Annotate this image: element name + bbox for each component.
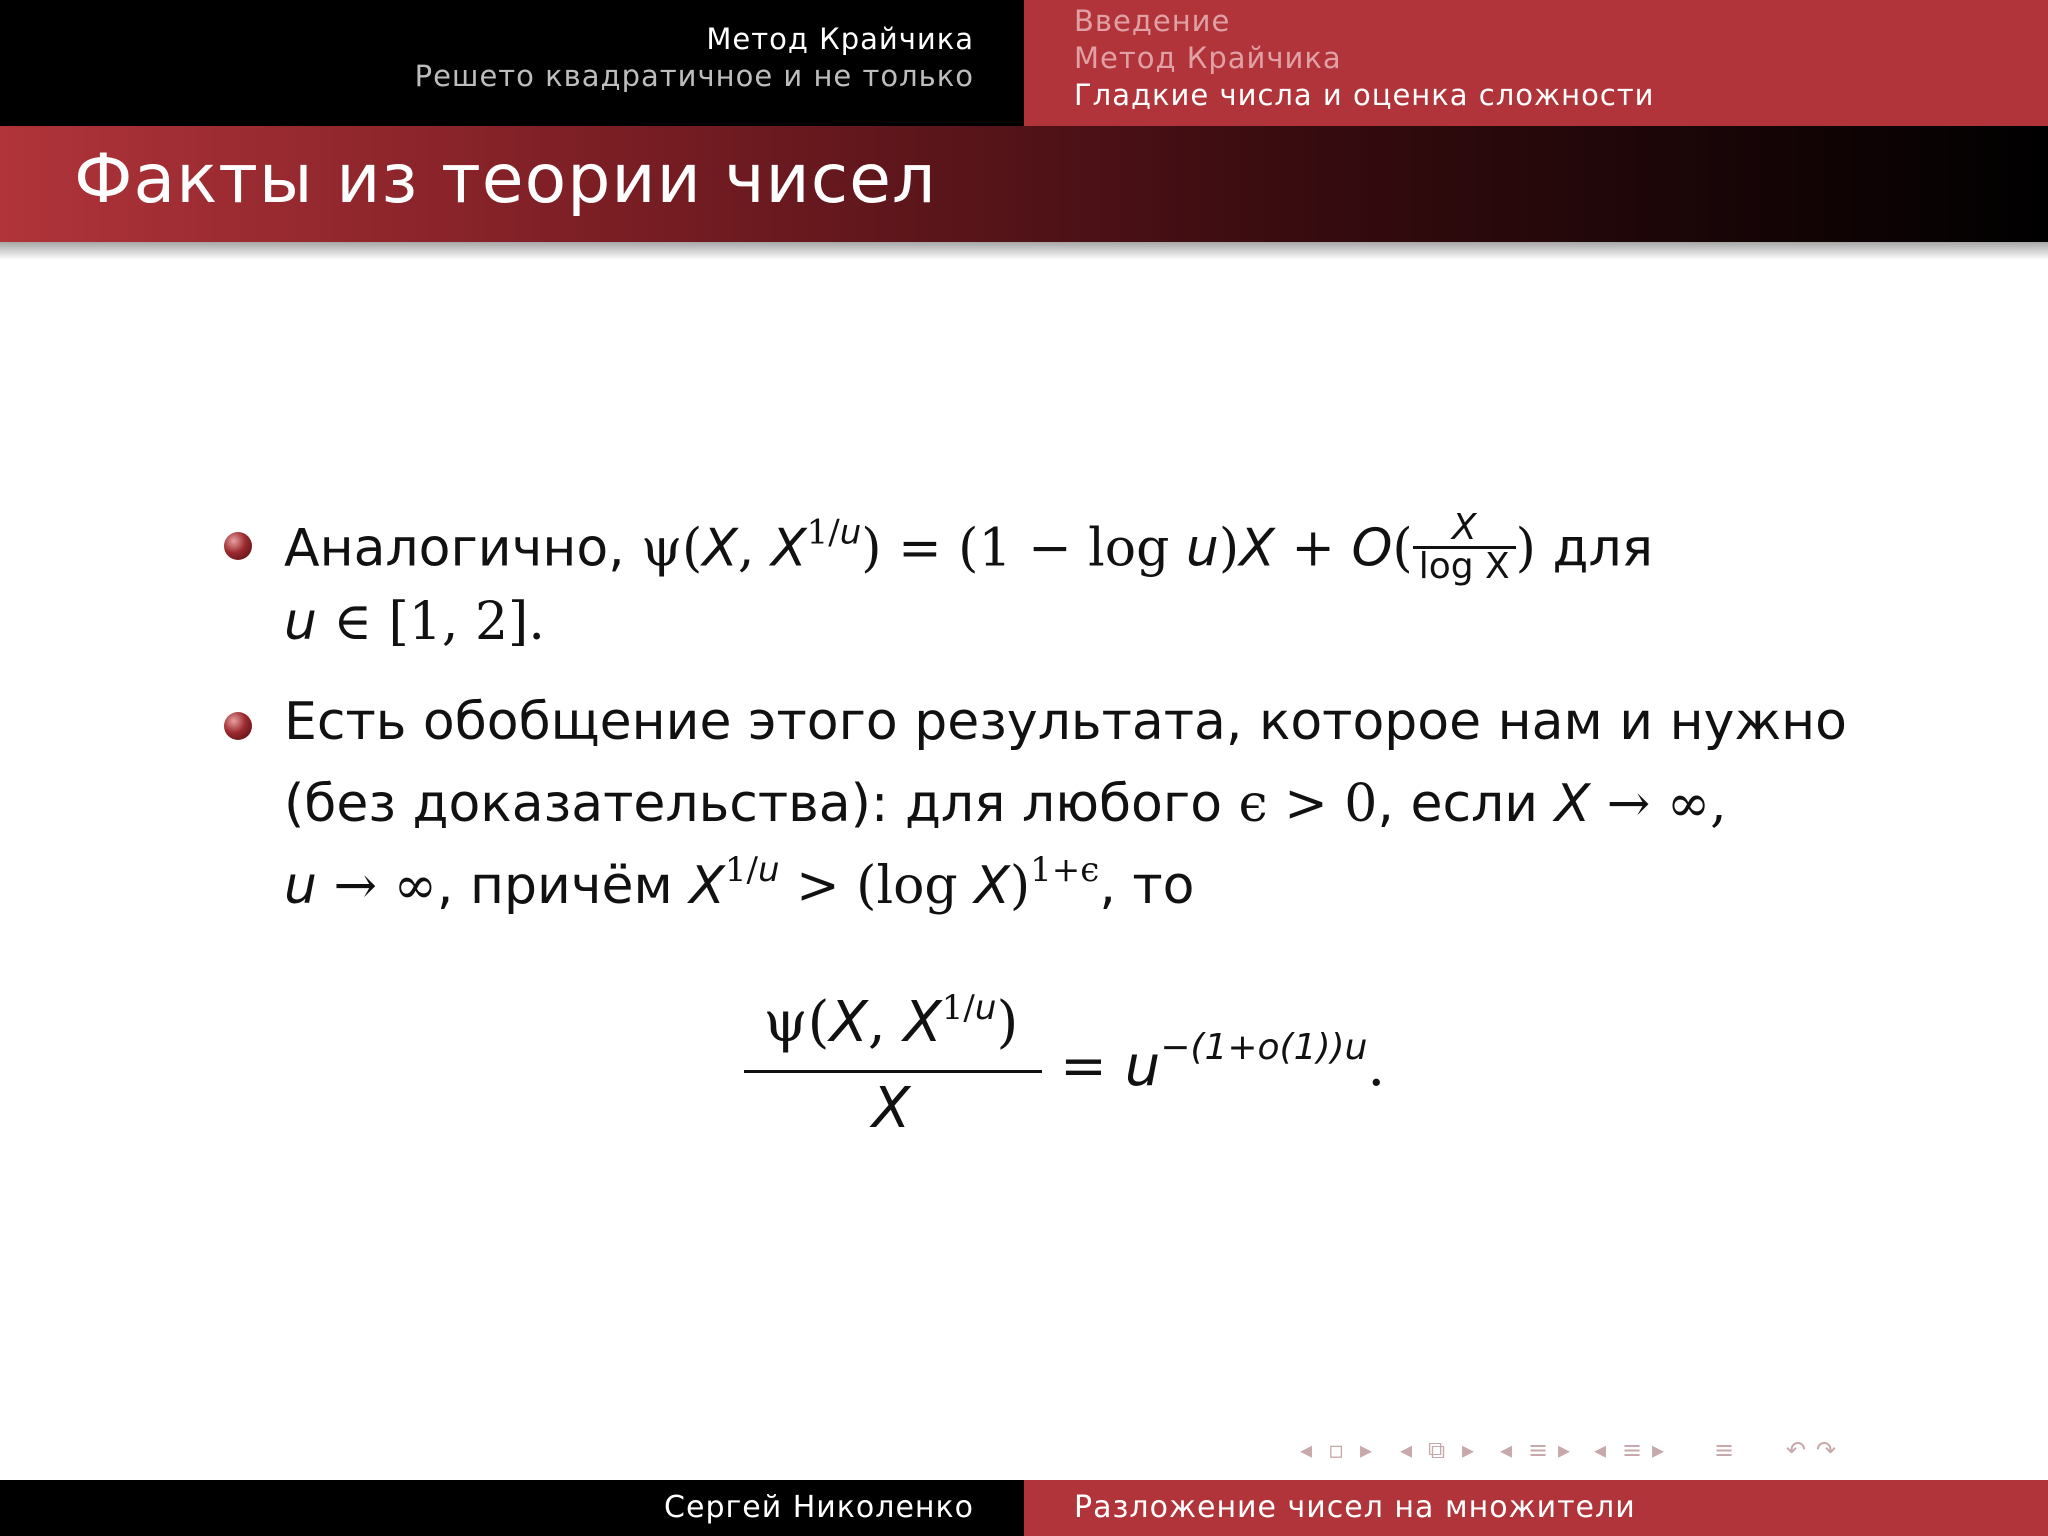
section-link-kraitchik[interactable]: Метод Крайчика bbox=[1074, 41, 1342, 75]
item2-line1: Есть обобщение этого результата, которое нам и нужно bbox=[284, 692, 1847, 752]
nav-prev-subsection-icon[interactable]: ◂ bbox=[1500, 1436, 1513, 1464]
section-link-smooth-numbers[interactable]: Гладкие числа и оценка сложности bbox=[1074, 78, 1655, 112]
item1-exp: 1/ bbox=[806, 512, 840, 553]
frame-title-bar bbox=[0, 126, 2048, 242]
eq-num-x: X bbox=[829, 990, 868, 1055]
eq-rhs-u: u bbox=[1124, 1034, 1161, 1099]
item2-line2-mid: , если bbox=[1377, 774, 1555, 834]
display-equation bbox=[740, 990, 1440, 1140]
nav-back-icon[interactable]: ↶ bbox=[1786, 1436, 1807, 1464]
nav-frame-icon[interactable]: ⧉ bbox=[1428, 1436, 1446, 1464]
item1-paren-close: ) bbox=[1515, 518, 1536, 579]
eq-num-exp: 1/ bbox=[941, 988, 975, 1028]
item1-paren-open: ( bbox=[1392, 518, 1413, 579]
frame-title-shadow bbox=[0, 242, 2048, 260]
footer-author: Сергей Николенко bbox=[664, 1490, 974, 1525]
item2-line2-x: X bbox=[1554, 774, 1591, 834]
item1-line2 bbox=[284, 592, 545, 652]
presentation-subtitle[interactable]: Решето квадратичное и не только bbox=[414, 59, 974, 93]
item2-line3-x2: X bbox=[974, 856, 1010, 916]
nav-document-icon[interactable]: ≡ bbox=[1714, 1436, 1735, 1464]
item1-close2: ) bbox=[1218, 518, 1240, 579]
item2-line3-close: ) bbox=[1009, 856, 1031, 916]
item2-line2 bbox=[284, 774, 1727, 834]
nav-prev-slide-icon[interactable]: ◂ bbox=[1300, 1436, 1313, 1464]
item2-line3-text: , причём bbox=[436, 856, 690, 916]
eq-rhs-exp: −(1+o(1))u bbox=[1160, 1027, 1368, 1068]
eq-rhs-eq: = bbox=[1060, 1034, 1125, 1099]
eq-num-comma: , bbox=[867, 990, 904, 1055]
item2-line3-gt: > (log bbox=[779, 856, 975, 916]
equation-fraction-bar bbox=[744, 1070, 1042, 1073]
item1-var-x: X bbox=[702, 518, 738, 579]
item1-psi-open: ψ( bbox=[641, 518, 703, 579]
bullet-ball-icon bbox=[224, 532, 252, 560]
nav-next-slide-icon[interactable]: ▸ bbox=[1360, 1436, 1373, 1464]
item1-line2-u: u bbox=[284, 592, 317, 652]
item1-fraction bbox=[1413, 507, 1516, 587]
section-link-intro[interactable]: Введение bbox=[1074, 4, 1231, 38]
equation-denominator: X bbox=[871, 1076, 911, 1141]
item1-frac-den: log X bbox=[1413, 546, 1516, 585]
nav-next-frame-icon[interactable]: ▸ bbox=[1462, 1436, 1475, 1464]
eq-num-exp-u: u bbox=[974, 988, 997, 1028]
slide-content bbox=[0, 260, 2048, 1480]
item2-line2-eps: ϵ > 0 bbox=[1238, 774, 1378, 834]
item1-var-x3: X bbox=[1239, 518, 1275, 579]
item2-line3 bbox=[284, 850, 1195, 916]
nav-forward-icon[interactable]: ↷ bbox=[1816, 1436, 1837, 1464]
nav-prev-section-icon[interactable]: ◂ bbox=[1594, 1436, 1607, 1464]
nav-subsection-icon[interactable]: ≡ bbox=[1528, 1436, 1549, 1464]
header-left-panel bbox=[0, 0, 1024, 126]
item1-tail: для bbox=[1535, 518, 1653, 579]
eq-num-close: ) bbox=[996, 990, 1019, 1055]
bullet-ball-icon bbox=[224, 712, 252, 740]
equation-rhs bbox=[1060, 1027, 1386, 1099]
item1-var-u: u bbox=[1185, 518, 1219, 579]
item1-close-eq: ) = (1 − log bbox=[861, 518, 1186, 579]
item1-lead: Аналогично, bbox=[284, 518, 625, 579]
header-section-nav bbox=[1024, 0, 2048, 126]
nav-slide-icon[interactable]: ▫ bbox=[1328, 1436, 1345, 1464]
item2-line3-exp2: 1+ϵ bbox=[1030, 850, 1100, 890]
item2-line2-text: (без доказательства): для любого bbox=[284, 774, 1239, 834]
item1-plus: + bbox=[1274, 518, 1352, 579]
nav-section-icon[interactable]: ≡ bbox=[1622, 1436, 1643, 1464]
footer-talk-title: Разложение чисел на множители bbox=[1074, 1490, 1636, 1525]
nav-next-subsection-icon[interactable]: ▸ bbox=[1558, 1436, 1571, 1464]
item2-line3-exp-u: u bbox=[757, 850, 780, 890]
presentation-title[interactable]: Метод Крайчика bbox=[706, 22, 974, 56]
item2-line3-exp: 1/ bbox=[724, 850, 758, 890]
frame-title: Факты из теории чисел bbox=[74, 140, 937, 219]
item1-comma: , bbox=[737, 518, 755, 579]
item1-exp-u: u bbox=[839, 512, 862, 553]
item1-line2-rest: ∈ [1, 2]. bbox=[316, 592, 545, 652]
footer-left-panel bbox=[0, 1480, 1024, 1536]
eq-rhs-end: . bbox=[1367, 1034, 1386, 1099]
nav-prev-frame-icon[interactable]: ◂ bbox=[1400, 1436, 1413, 1464]
item2-line3-x: X bbox=[689, 856, 725, 916]
item2-line2-arrow: → ∞, bbox=[1590, 774, 1727, 834]
item1-big-o: O bbox=[1351, 518, 1393, 579]
equation-numerator bbox=[740, 990, 1042, 1055]
item2-line3-arrow: → ∞ bbox=[316, 856, 437, 916]
footer-right-panel bbox=[1024, 1480, 2048, 1536]
item2-line3-tail: , то bbox=[1099, 856, 1195, 916]
eq-num-x2: X bbox=[903, 990, 942, 1055]
item1-line1 bbox=[284, 507, 1653, 589]
nav-next-section-icon[interactable]: ▸ bbox=[1652, 1436, 1665, 1464]
item1-frac-num: X bbox=[1451, 507, 1477, 548]
eq-num-psi: ψ( bbox=[763, 990, 830, 1055]
item1-var-x2: X bbox=[770, 518, 807, 579]
beamer-navigation bbox=[1300, 1436, 2040, 1468]
item2-line3-u: u bbox=[284, 856, 317, 916]
